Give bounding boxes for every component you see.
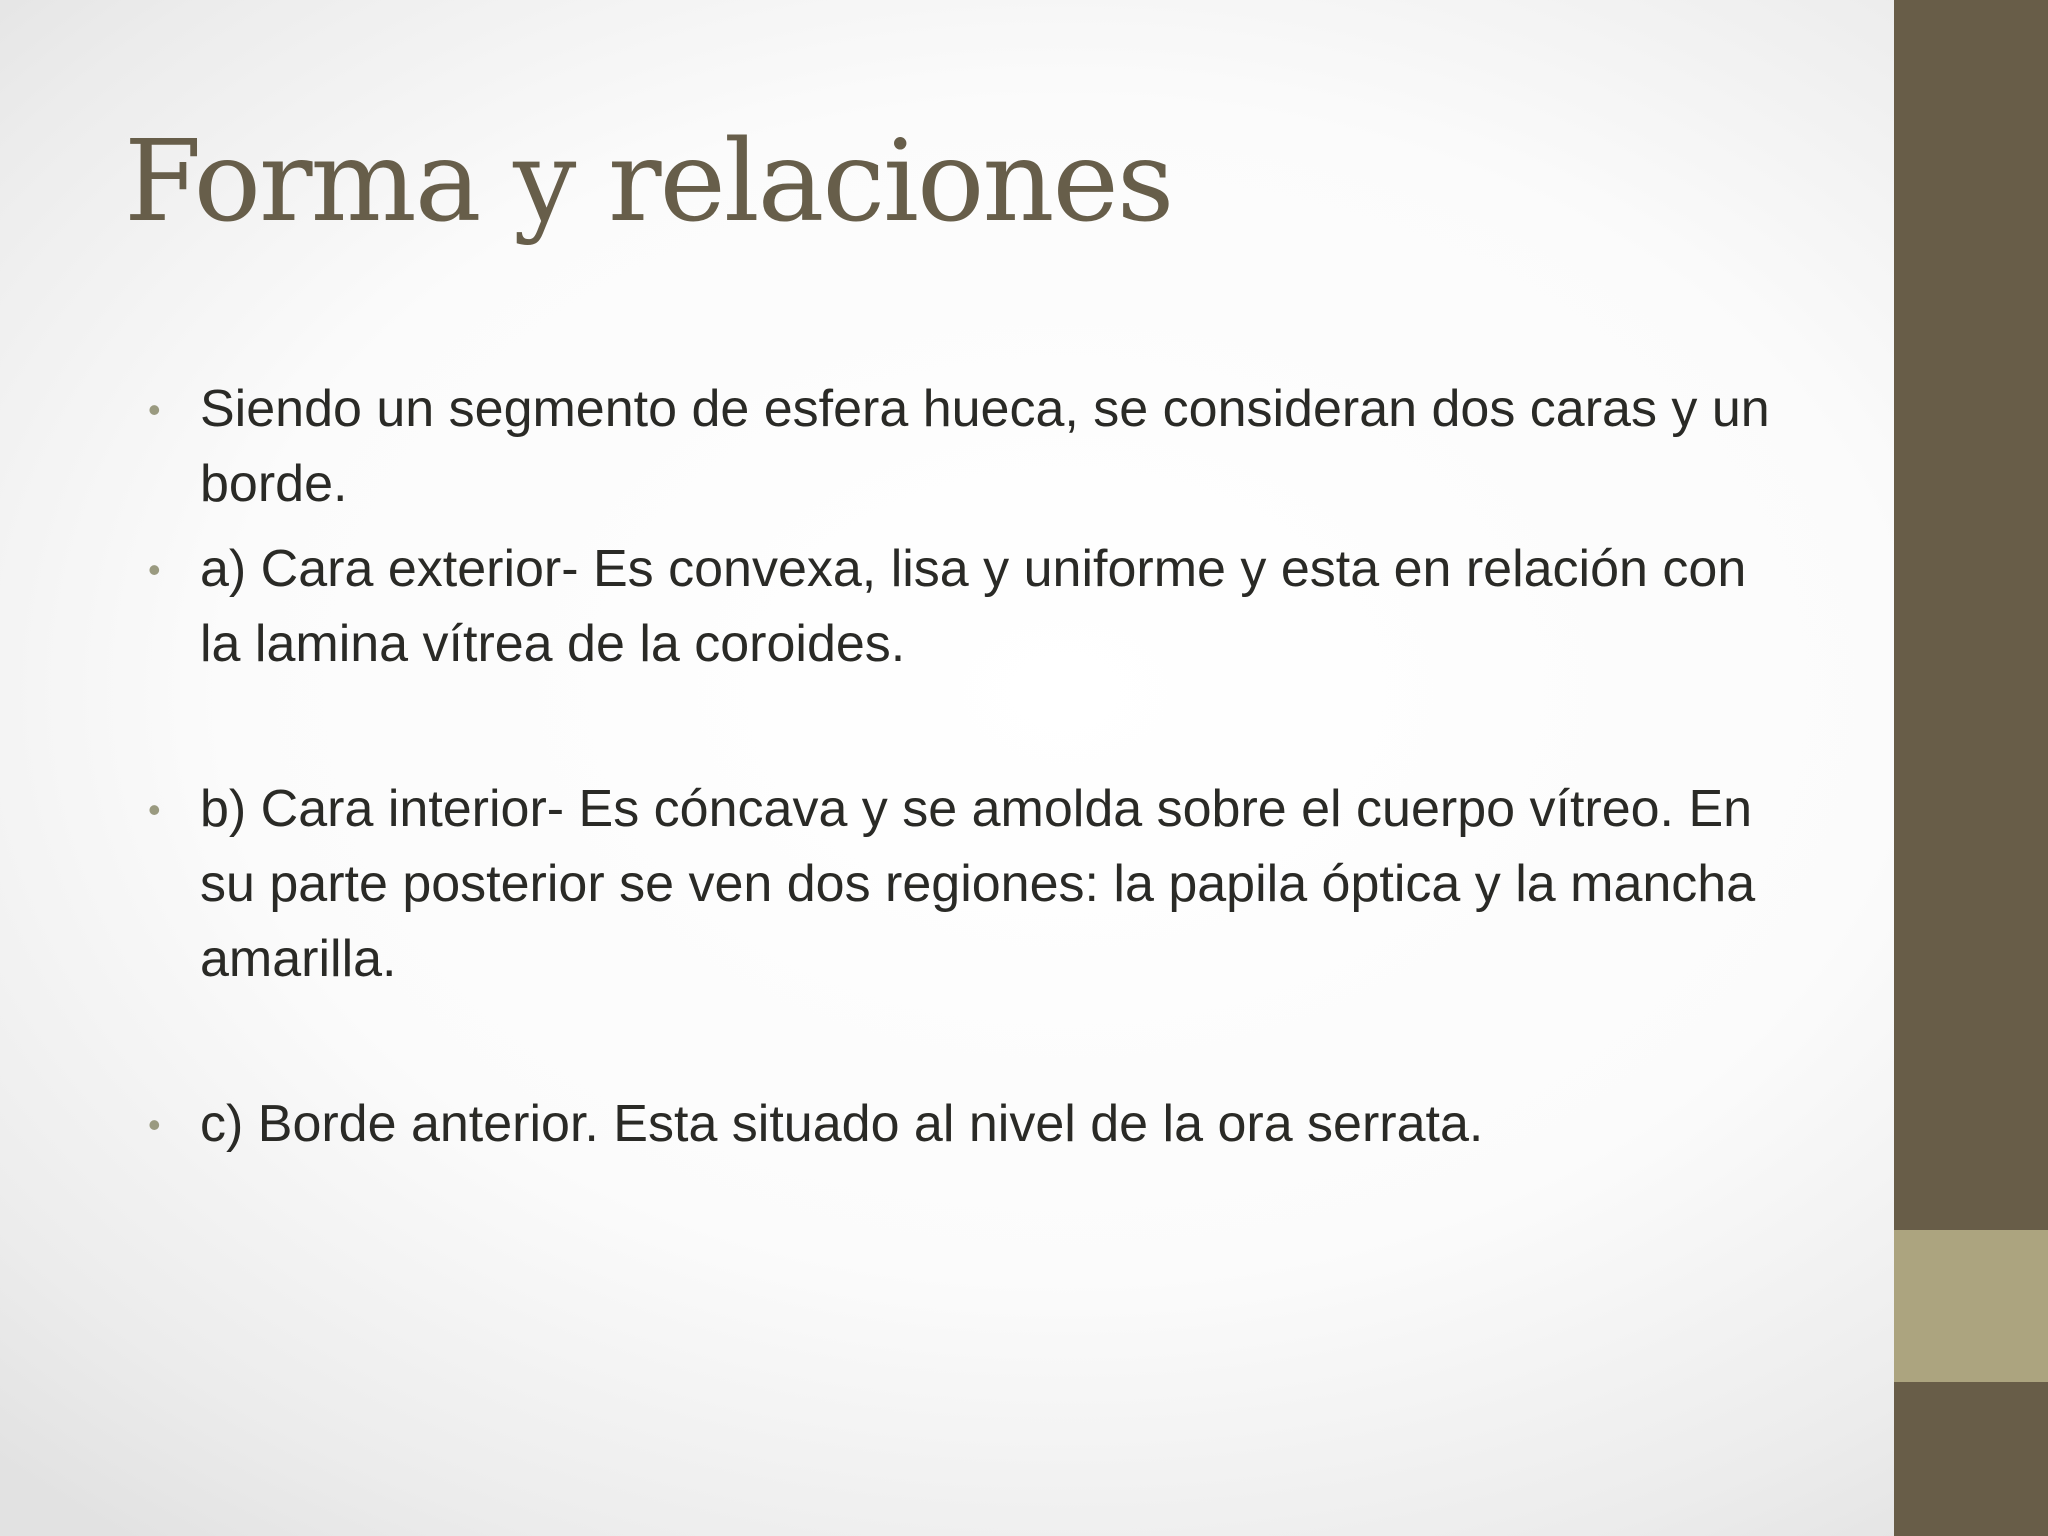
bullet-text: c) Borde anterior. Esta situado al nivel de la ora serrata.: [200, 1095, 1484, 1153]
sidebar-accent-band: [1894, 1230, 2048, 1382]
bullet-item: [148, 772, 1788, 997]
bullet-dot-icon: •: [148, 389, 161, 430]
bullet-text: Siendo un segmento de esfera hueca, se consideran dos caras y un borde.: [200, 380, 1770, 513]
bullet-list: [148, 372, 1788, 1162]
decorative-sidebar: [1894, 0, 2048, 1536]
bullet-dot-icon: •: [148, 789, 161, 830]
bullet-dot-icon: •: [148, 1104, 161, 1145]
slide-title: Forma y relaciones: [124, 117, 1173, 247]
bullet-item: [148, 1087, 1788, 1162]
bullet-dot-icon: •: [148, 549, 161, 590]
bullet-text: a) Cara exterior- Es convexa, lisa y uniforme y esta en relación con la lamina vítrea de la coroides.: [200, 540, 1747, 673]
bullet-item: [148, 532, 1788, 682]
bullet-text: b) Cara interior- Es cóncava y se amolda sobre el cuerpo vítreo. En su parte posterior se ven dos regiones: la papila óptica y la mancha amarilla.: [200, 780, 1756, 988]
bullet-item: [148, 372, 1788, 522]
